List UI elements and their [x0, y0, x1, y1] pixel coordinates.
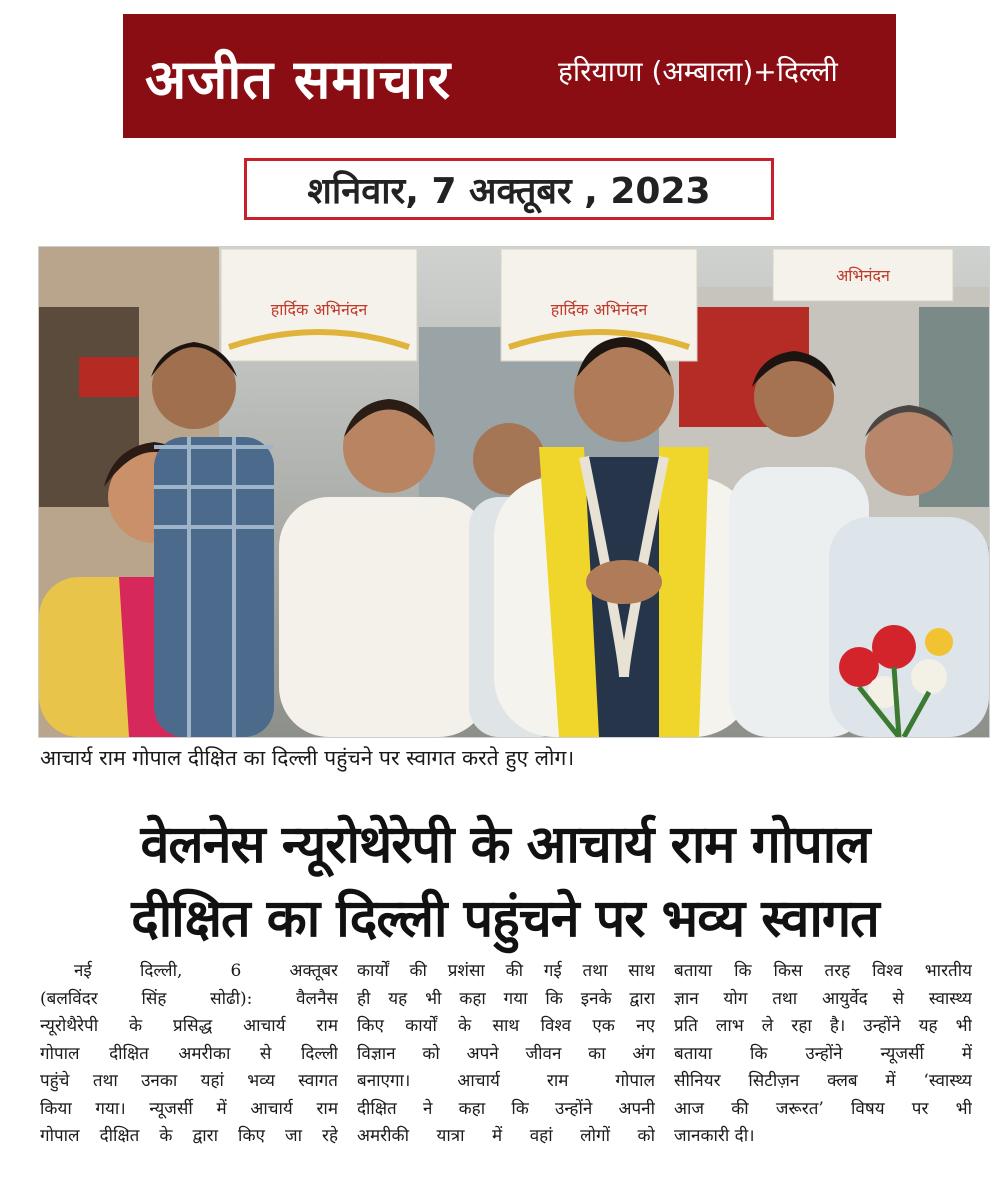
article-line: बनाएगा। आचार्य राम गोपाल — [357, 1071, 655, 1091]
masthead — [123, 14, 896, 138]
article-line: किया गया। न्यूजर्सी में आचार्य राम — [40, 1098, 338, 1119]
article-line: (बलविंदर सिंह सोढी): वैलनैस — [40, 988, 338, 1009]
publication-date: शनिवार, 7 अक्तूबर , 2023 — [307, 170, 711, 212]
article-line: कार्यों की प्रशंसा की गई तथा साथ — [357, 961, 655, 981]
headline-line-2: दीक्षित का दिल्ली पहुंचने पर भव्य स्वागत — [131, 889, 879, 949]
date-box — [244, 158, 774, 220]
article-line: गोपाल दीक्षित अमरीका से दिल्ली — [40, 1043, 338, 1064]
article-line: जानकारी दी। — [674, 1126, 755, 1146]
article-line: न्यूरोथैरेपी के प्रसिद्ध आचार्य राम — [40, 1016, 338, 1036]
photo-illustration — [39, 247, 989, 737]
article-line: अमरीकी यात्रा में वहां लोगों को — [357, 1126, 655, 1146]
svg-text:हार्दिक अभिनंदन: हार्दिक अभिनंदन — [270, 300, 368, 319]
article-line: गोपाल दीक्षित के द्वारा किए जा रहे — [40, 1126, 338, 1146]
article-line: पहुंचे तथा उनका यहां भव्य स्वागत — [40, 1071, 338, 1091]
article-column-2 — [357, 958, 655, 1168]
article-line: प्रति लाभ ले रहा है। उन्होंने यह भी — [674, 1016, 972, 1036]
welcome-banner — [773, 249, 953, 301]
article-column-1 — [40, 958, 338, 1168]
article-line: आज की जरूरत’ विषय पर भी — [674, 1098, 972, 1119]
newspaper-name: अजीत समाचार — [145, 47, 452, 111]
article-line: ज्ञान योग तथा आयुर्वेद से स्वास्थ्य — [674, 988, 972, 1009]
svg-text:अभिनंदन: अभिनंदन — [836, 266, 890, 285]
article-line: किए कार्यों के साथ विश्व एक नए — [357, 1016, 655, 1036]
article-line: बताया कि किस तरह विश्व भारतीय — [674, 961, 972, 981]
headline — [40, 808, 970, 956]
news-photo — [38, 246, 990, 738]
article-line: विज्ञान को अपने जीवन का अंग — [357, 1043, 655, 1064]
article-line: दीक्षित ने कहा कि उन्होंने अपनी — [357, 1098, 655, 1119]
article-body — [40, 958, 972, 1168]
article-column-3 — [674, 958, 972, 1168]
article-line: सीनियर सिटीज़न क्लब में ‘स्वास्थ्य — [674, 1071, 972, 1091]
svg-text:हार्दिक अभिनंदन: हार्दिक अभिनंदन — [550, 300, 648, 319]
photo-caption: आचार्य राम गोपाल दीक्षित का दिल्ली पहुंचने पर स्वागत करते हुए लोग। — [40, 746, 575, 770]
article-line: बताया कि उन्होंने न्यूजर्सी में — [674, 1043, 972, 1064]
article-line: नई दिल्ली, 6 अक्तूबर — [74, 961, 338, 981]
article-line: ही यह भी कहा गया कि इनके द्वारा — [357, 988, 655, 1009]
welcome-banner — [221, 249, 417, 361]
headline-line-1: वेलनेस न्यूरोथेरेपी के आचार्य राम गोपाल — [140, 815, 870, 875]
edition-label: हरियाणा (अम्बाला)+दिल्ली — [558, 55, 838, 88]
